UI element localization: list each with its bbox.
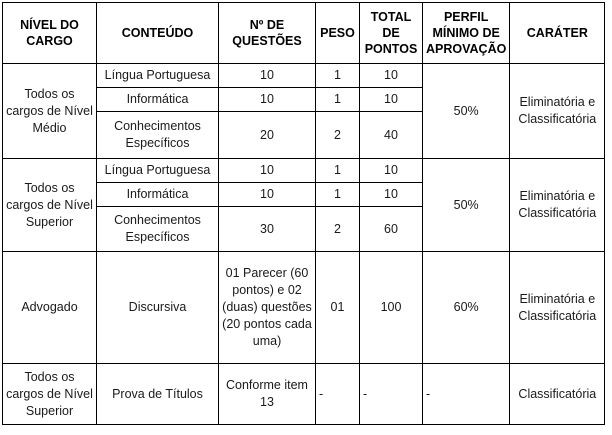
conteudo-cell: Conhecimentos Específicos xyxy=(97,112,219,159)
perfil-cell: - xyxy=(423,364,510,425)
peso-cell: 1 xyxy=(316,159,360,183)
header-conteudo: CONTEÚDO xyxy=(97,3,219,64)
header-total: TOTAL DE PONTOS xyxy=(360,3,423,64)
questoes-cell: 30 xyxy=(219,207,316,252)
carater-cell: Eliminatória e Classificatória xyxy=(510,252,605,364)
questoes-cell: 20 xyxy=(219,112,316,159)
peso-cell: - xyxy=(316,364,360,425)
questoes-cell: 10 xyxy=(219,88,316,112)
header-carater: CARÁTER xyxy=(510,3,605,64)
questoes-cell: 10 xyxy=(219,159,316,183)
table-row xyxy=(3,159,605,183)
total-cell: 10 xyxy=(360,159,423,183)
nivel-cell: Advogado xyxy=(3,252,97,364)
table-row xyxy=(3,64,605,88)
conteudo-cell: Conhecimentos Específicos xyxy=(97,207,219,252)
questoes-cell: 10 xyxy=(219,64,316,88)
perfil-cell: 50% xyxy=(423,64,510,159)
nivel-cell: Todos os cargos de Nível Superior xyxy=(3,364,97,425)
total-cell: 60 xyxy=(360,207,423,252)
conteudo-cell: Informática xyxy=(97,183,219,207)
questoes-cell: 01 Parecer (60 pontos) e 02 (duas) questões (20 pontos cada uma) xyxy=(219,252,316,364)
exam-table xyxy=(2,2,605,425)
nivel-cell: Todos os cargos de Nível Médio xyxy=(3,64,97,159)
conteudo-cell: Discursiva xyxy=(97,252,219,364)
peso-cell: 1 xyxy=(316,88,360,112)
carater-cell: Eliminatória e Classificatória xyxy=(510,159,605,252)
total-cell: 10 xyxy=(360,183,423,207)
header-peso: PESO xyxy=(316,3,360,64)
questoes-cell: Conforme item 13 xyxy=(219,364,316,425)
perfil-cell: 60% xyxy=(423,252,510,364)
carater-cell: Eliminatória e Classificatória xyxy=(510,64,605,159)
table-row xyxy=(3,252,605,364)
total-cell: 100 xyxy=(360,252,423,364)
carater-cell: Classificatória xyxy=(510,364,605,425)
conteudo-cell: Língua Portuguesa xyxy=(97,64,219,88)
questoes-cell: 10 xyxy=(219,183,316,207)
header-nivel: NÍVEL DO CARGO xyxy=(3,3,97,64)
total-cell: 10 xyxy=(360,64,423,88)
peso-cell: 1 xyxy=(316,64,360,88)
header-questoes: Nº DE QUESTÕES xyxy=(219,3,316,64)
nivel-cell: Todos os cargos de Nível Superior xyxy=(3,159,97,252)
peso-cell: 2 xyxy=(316,207,360,252)
peso-cell: 01 xyxy=(316,252,360,364)
conteudo-cell: Informática xyxy=(97,88,219,112)
table-row xyxy=(3,364,605,425)
conteudo-cell: Prova de Títulos xyxy=(97,364,219,425)
peso-cell: 2 xyxy=(316,112,360,159)
total-cell: - xyxy=(360,364,423,425)
total-cell: 10 xyxy=(360,88,423,112)
header-row xyxy=(3,3,605,64)
total-cell: 40 xyxy=(360,112,423,159)
peso-cell: 1 xyxy=(316,183,360,207)
perfil-cell: 50% xyxy=(423,159,510,252)
conteudo-cell: Língua Portuguesa xyxy=(97,159,219,183)
header-perfil: PERFIL MÍNIMO DE APROVAÇÃO xyxy=(423,3,510,64)
